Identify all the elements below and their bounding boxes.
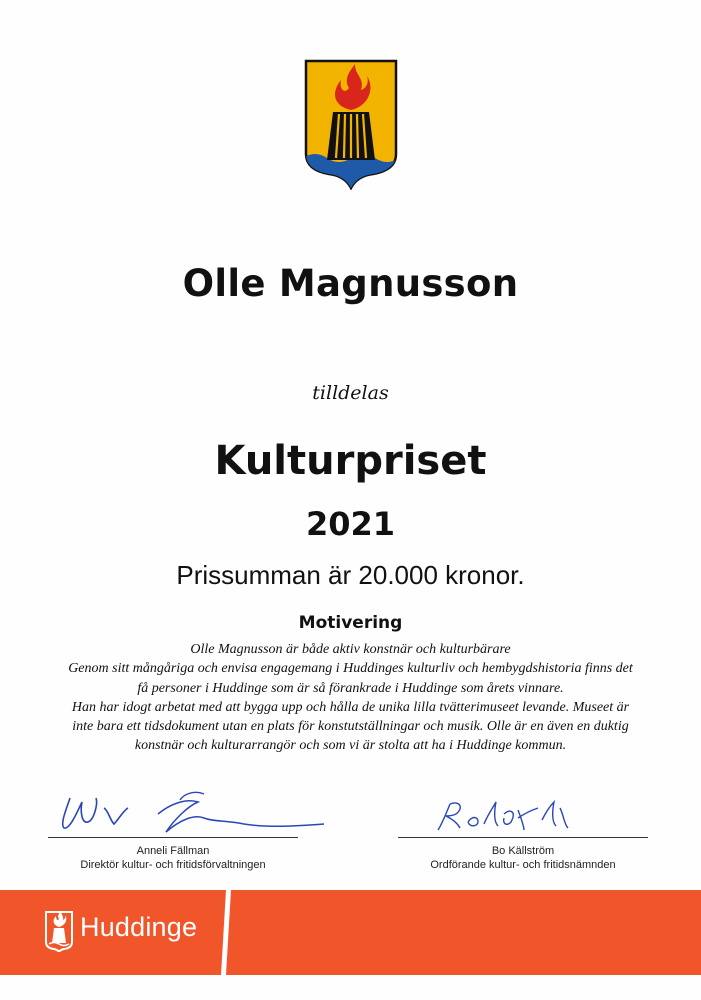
motivation-line: Genom sitt mångåriga och envisa engagemang i Huddinges kulturliv och hembygdshistoria finns det <box>68 661 633 677</box>
recipient-name: Olle Magnusson <box>182 262 519 305</box>
footer-brand-name: Huddinge <box>80 912 198 942</box>
motivation-line: Olle Magnusson är både aktiv konstnär och kulturbärare <box>190 642 511 657</box>
signatory-title: Ordförande kultur- och fritidsnämnden <box>430 859 616 871</box>
signature-line <box>398 837 648 838</box>
signatory-title: Direktör kultur- och fritidsförvaltningen <box>80 859 266 871</box>
signature-block-left <box>48 780 338 870</box>
signatory-name: Bo Källström <box>491 845 555 857</box>
handwritten-signature-right <box>398 790 648 840</box>
signature-line <box>48 837 298 838</box>
signature-block-right <box>398 790 648 880</box>
signatory-name: Anneli Fällman <box>136 845 210 857</box>
footer-band <box>0 890 701 975</box>
award-intro: tilldelas <box>312 382 389 404</box>
motivation-line: Han har idogt arbetat med att bygga upp och hålla de unika lilla tvätterimuseet levande. Museet är <box>71 699 630 715</box>
motivation-line: få personer i Huddinge som är så förankrade i Huddinge som årets vinnare. <box>137 680 564 696</box>
motivation-heading: Motivering <box>298 613 403 633</box>
huddinge-coat-of-arms-icon <box>303 58 399 190</box>
motivation-line: konstnär och kulturarrangör och som vi är stolta att ha i Huddinge kommun. <box>134 738 567 754</box>
motivation-text <box>30 640 671 756</box>
huddinge-logo-icon <box>44 910 74 952</box>
prize-title: Kulturpriset <box>214 438 487 484</box>
award-year: 2021 <box>305 505 396 543</box>
motivation-line: inte bara ett tidsdokument utan en plats för konstutställningar och musik. Olle är en även en duktig <box>72 719 629 735</box>
handwritten-signature-left <box>48 780 338 840</box>
prize-amount: Prissumman är 20.000 kronor. <box>176 560 525 590</box>
